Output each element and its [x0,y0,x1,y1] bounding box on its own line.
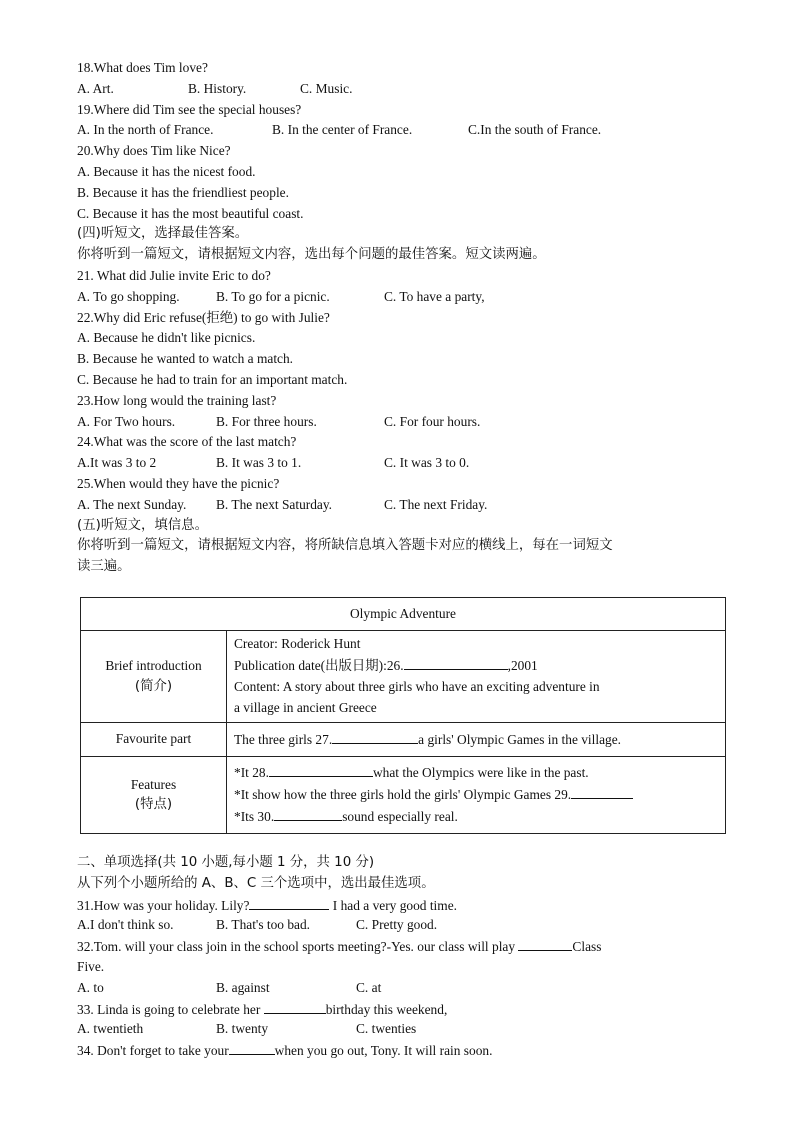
blank-27[interactable] [332,729,418,744]
q24-option-b: B. It was 3 to 1. [216,455,302,471]
q32-options [77,978,717,999]
q23-option-b: B. For three hours. [216,413,317,429]
q23-options [77,412,727,433]
q18-option-b: B. History. [188,80,247,96]
q31-suffix: I had a very good time. [329,897,457,913]
grammar-section [77,853,717,1061]
exam-page [77,58,727,578]
grammar-heading: 二、单项选择(共 10 小题,每小题 1 分，共 10 分) [77,855,375,870]
q32-question-line2: Five. [77,958,105,974]
brief-label: Brief introduction [105,658,202,673]
brief-label-cn: (简介) [134,678,173,694]
feature-3-prefix: *Its 30. [234,808,275,824]
publication-prefix: Publication date(出版日期):26. [234,658,404,674]
q25-option-a: A. The next Sunday. [77,496,187,512]
q25-option-c: C. The next Friday. [384,496,488,512]
info-table [80,597,726,834]
q34-prefix: 34. Don't forget to take your [77,1043,229,1059]
q34-suffix: when you go out, Tony. It will rain soon. [274,1043,493,1059]
part4-heading: (四)听短文，选择最佳答案。 [77,226,249,242]
favourite-label: Favourite part [81,723,227,757]
q19-option-a: A. In the north of France. [77,122,214,138]
q18-options [77,79,727,100]
q21-option-a: A. To go shopping. [77,288,180,304]
q22-option-b: B. Because he wanted to watch a match. [77,351,294,367]
q22-option-c: C. Because he had to train for an important match. [77,371,348,387]
blank-31[interactable] [249,895,329,910]
q20-option-c: C. Because it has the most beautiful coast. [77,205,304,221]
q31-question [77,895,717,916]
feature-1-prefix: *It 28. [234,765,269,781]
q31-option-b: B. That's too bad. [216,917,311,933]
q19-option-b: B. In the center of France. [272,122,413,138]
feature-3-suffix: sound especially real. [342,808,458,824]
part5-heading: (五)听短文，填信息。 [77,517,208,533]
q21-option-c: C. To have a party, [384,288,485,304]
q19-question: 19.Where did Tim see the special houses? [77,101,302,117]
brief-label-cell [81,631,227,723]
q34-question [77,1040,717,1061]
q23-option-c: C. For four hours. [384,413,481,429]
features-label: Features [130,776,177,792]
q21-question: 21. What did Julie invite Eric to do? [77,267,271,283]
q23-question: 23.How long would the training last? [77,392,277,408]
part5-instruction-line1: 你将听到一篇短文，请根据短文内容，将所缺信息填入答题卡对应的横线上，每在一词短文 [77,538,613,554]
q33-option-a: A. twentieth [77,1021,144,1037]
blank-32[interactable] [518,936,572,951]
q20-option-a: A. Because it has the nicest food. [77,163,256,179]
blank-33[interactable] [264,999,326,1014]
favourite-cell [227,723,726,757]
creator-line: Creator: Roderick Hunt [234,636,361,652]
q33-prefix: 33. Linda is going to celebrate her [77,1001,261,1017]
q33-option-b: B. twenty [216,1021,269,1037]
q18-question: 18.What does Tim love? [77,60,208,75]
q20-option-b: B. Because it has the friendliest people. [77,184,289,200]
blank-26[interactable] [404,655,508,670]
blank-30[interactable] [274,806,342,821]
content-line-1: Content: A story about three girls who have an exciting adventure in [234,679,600,694]
q33-suffix: birthday this weekend, [325,1001,448,1017]
feature-2-text: *It show how the three girls hold the girls' Olympic Games 29. [234,787,572,803]
q31-option-c: C. Pretty good. [356,917,438,933]
q21-options [77,287,727,308]
q22-question: 22.Why did Eric refuse(拒绝) to go with Julie? [77,309,330,325]
q32-option-c: C. at [356,979,382,995]
q33-question [77,999,717,1020]
part4-instruction: 你将听到一篇短文，请根据短文内容，选出每个问题的最佳答案。短文读两遍。 [77,247,546,263]
q32-option-b: B. against [216,979,270,995]
q22-option-a: A. Because he didn't like picnics. [77,330,256,346]
q32-option-a: A. to [77,979,104,995]
favourite-prefix: The three girls 27. [234,731,333,747]
features-label-cell [81,757,227,834]
q31-prefix: 31.How was your holiday. Lily? [77,897,250,913]
q31-options [77,915,717,936]
q32-question-line1 [77,936,717,957]
feature-1-suffix: what the Olympics were like in the past. [372,765,589,781]
q24-options [77,453,727,474]
q18-option-a: A. Art. [77,80,114,96]
publication-suffix: ,2001 [507,658,538,674]
brief-content-cell [227,631,726,723]
q24-question: 24.What was the score of the last match? [77,434,297,450]
grammar-instruction: 从下列个小题所给的 A、B、C 三个选项中，选出最佳选项。 [77,875,435,891]
q24-option-c: C. It was 3 to 0. [384,455,470,471]
part5-instruction-line2: 读三遍。 [77,559,131,575]
table-title: Olympic Adventure [81,598,726,631]
q32-text: 32.Tom. will your class join in the school sports meeting?-Yes. our class will play [77,939,516,955]
blank-28[interactable] [269,762,373,777]
favourite-suffix: a girls' Olympic Games in the village. [418,731,622,747]
q21-option-b: B. To go for a picnic. [216,288,330,304]
q19-options [77,120,727,141]
q19-option-c: C.In the south of France. [468,122,602,138]
q33-options [77,1019,717,1040]
q18-option-c: C. Music. [300,80,353,96]
q25-options [77,495,727,516]
q25-option-b: B. The next Saturday. [216,496,333,512]
q23-option-a: A. For Two hours. [77,413,176,429]
feature-line-3 [234,806,718,828]
feature-line-2 [234,784,718,806]
q31-option-a: A.I don't think so. [77,917,174,933]
feature-line-1 [234,762,718,784]
q20-question: 20.Why does Tim like Nice? [77,143,231,159]
features-cell [227,757,726,834]
publication-line [234,655,718,677]
features-label-cn: (特点) [134,797,173,812]
blank-29[interactable] [571,784,633,799]
q24-option-a: A.It was 3 to 2 [77,455,157,471]
blank-34[interactable] [229,1040,275,1055]
content-line-2: a village in ancient Greece [234,699,377,715]
q33-option-c: C. twenties [356,1021,417,1037]
q25-question: 25.When would they have the picnic? [77,475,280,491]
q32-text-end: Class [572,939,602,955]
